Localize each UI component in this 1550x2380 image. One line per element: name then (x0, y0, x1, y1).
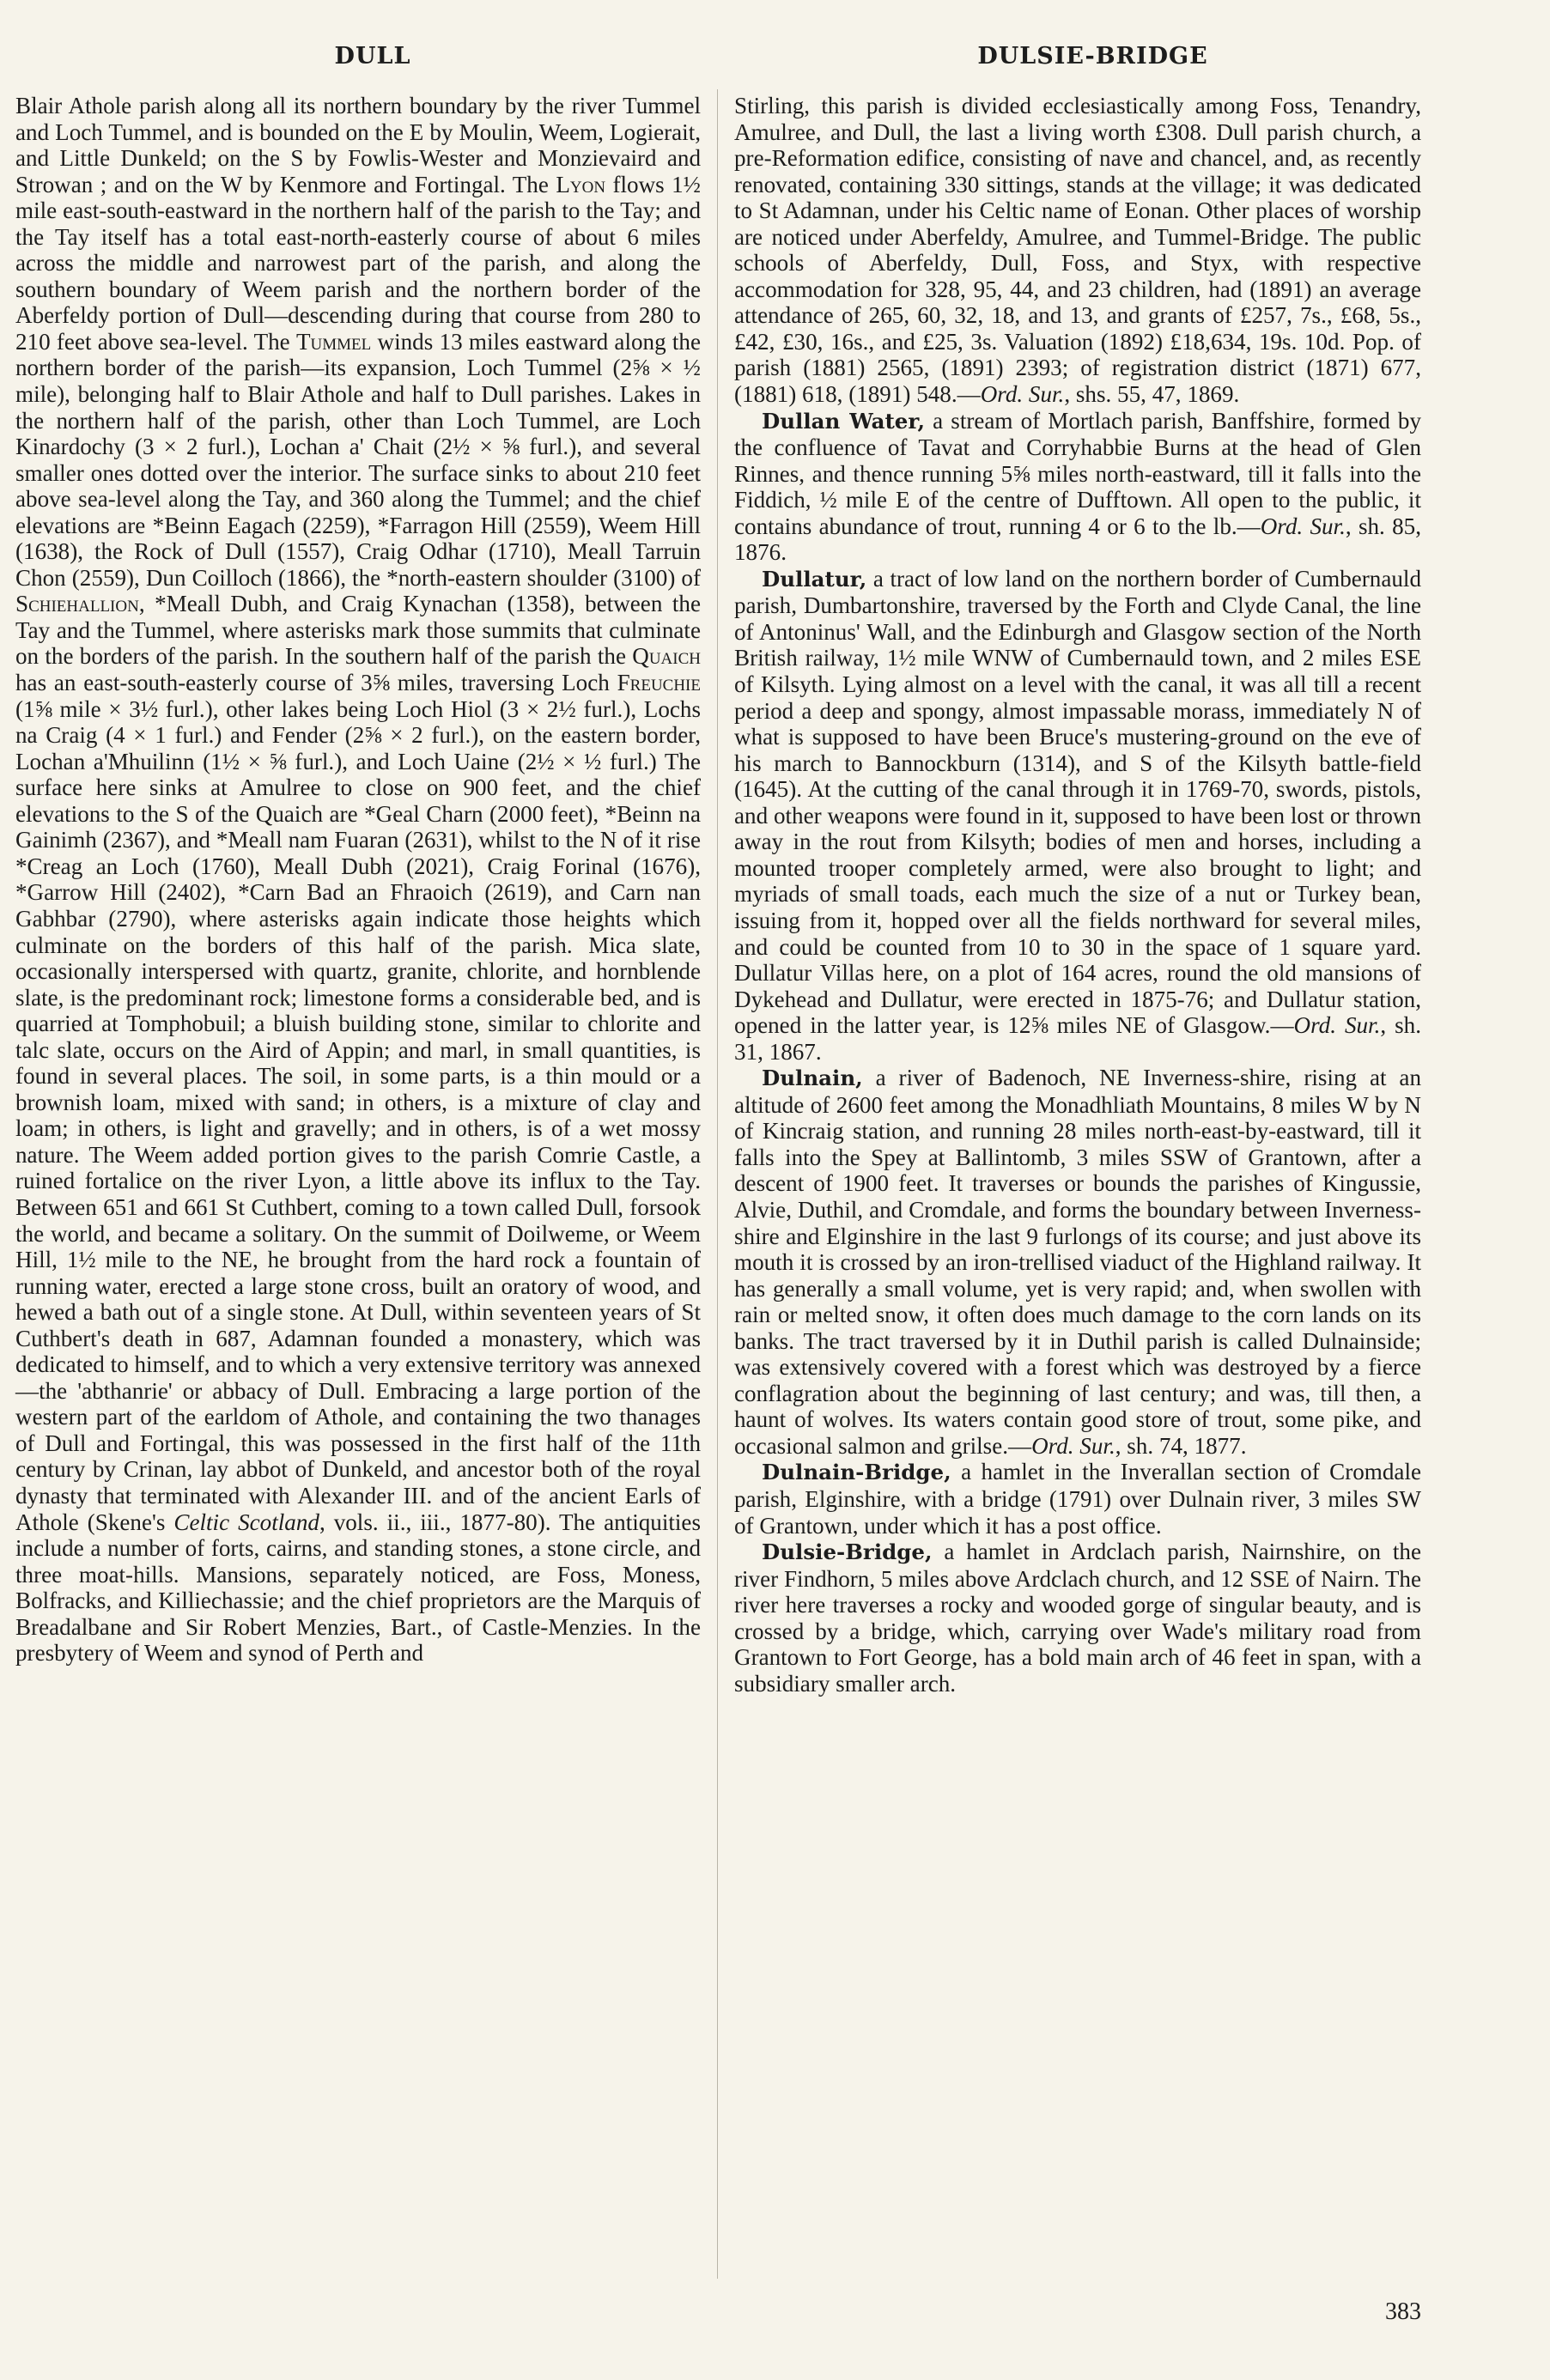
headword: Dulnain-Bridge, (762, 1460, 951, 1485)
entry-body: a hamlet in Ardclach parish, Nairnshire, on the river Findhorn, 5 miles above Ardclach church, and 12 SSE of Nairn. The river here traverses a rocky and wooded gorge of singular beauty, and is crossed by a bridge, which, carrying over Wade's military road from Grantown to Fort George, has a bold main arch of 46 feet in span, with a subsidiary smaller arch. (734, 1539, 1421, 1697)
left-column (15, 93, 701, 1667)
cross-ref-lyon: Lyon (556, 171, 606, 197)
running-head-right: DULSIE-BRIDGE (977, 43, 1208, 70)
cross-ref-tummel: Tummel (295, 328, 372, 355)
text-run: Stirling, this parish is divided ecclesiastically among Foss, Tenandry, Amulree, and Dull, the last a living worth £308. Dull parish church, a pre-Reformation edifice, consisting of nave and chancel, and, as recently renovated, containing 330 sittings, stands at the village; it was dedicated to St Adamnan, under his Celtic name of Eonan. Other places of worship are noticed under Aberfeldy, Amulree, and Tummel-Bridge. The public schools of Aberfeldy, Dull, Foss, and Styx, with respective accommodation for 328, 95, 44, and 23 children, had (1891) an average attendance of 265, 60, 32, 18, and 13, and grants of £257, 7s., £68, 5s., £42, £30, 16s., and £25, 3s. Valuation (1892) £18,634, 19s. 10d. Pop. of parish (1881) 2565, (1891) 2393; of registration district (1871) 677, (1881) 618, (1891) 548.— (734, 93, 1421, 408)
headword: Dulsie-Bridge, (762, 1539, 933, 1565)
entry-dulsie-bridge (734, 1539, 1421, 1697)
text-run: flows 1½ mile east-south-eastward in the northern half of the parish to the Tay; and the Tay itself has a total east-north-easterly course of about 6 miles across the middle and narrowest part of the parish, and along the southern boundary of Weem parish and the northern border of the Aberfeldy portion of Dull—descending during that course from 280 to 210 feet above sea-level. The (15, 171, 701, 355)
text-run: (1⅝ mile × 3½ furl.), other lakes being Loch Hiol (3 × 2½ furl.), Lochs na Craig (4 × 1 furl.) and Fender (2⅝ × 2 furl.), on the eastern border, Lochan a'Mhuilinn (1½ × ⅝ furl.), and Loch Uaine (2½ × ½ furl.) The surface here sinks at Amulree to close on 900 feet, and the chief elevations to the S of the Quaich are *Geal Charn (2000 feet), *Beinn na Gainimh (2367), and *Meall nam Fuaran (2631), whilst to the N of it rise *Creag an Loch (1760), Meall Dubh (2021), Craig Forinal (1676), *Garrow Hill (2402), *Carn Bad an Fhraoich (2619), and Carn nan Gabhbar (2790), where asterisks again indicate those heights which culminate on the borders of this half of the parish. Mica slate, occasionally interspersed with quartz, granite, chlorite, and hornblende slate, is the predominant rock; limestone forms a considerable bed, and is quarried at Tomphobuil; a bluish building stone, similar to chlorite and talc slate, occurs on the Aird of Appin; and marl, in small quantities, is found in several places. The soil, in some parts, is a thin mould or a brownish loam, mixed with sand; in others, is a mixture of clay and loam; in others, is light and gravelly; and in others, is of a wet mossy nature. The Weem added portion gives to the parish Comrie Castle, a ruined fortalice on the river Lyon, a little above its influx to the Tay. Between 651 and 661 St Cuthbert, coming to a town called Dull, forsook the world, and became a solitary. On the summit of Doilweme, or Weem Hill, 1½ mile to the NE, he brought from the hard rock a fountain of running water, erected a large stone cross, built an oratory of wood, and hewed a bath out of a single stone. At Dull, within seventeen years of St Cuthbert's death in 687, Adamnan founded a monastery, which was dedicated to himself, and to which a very extensive territory was annexed—the 'abthanrie' or abbacy of Dull. Embracing a large portion of the western part of the earldom of Athole, and containing the two thanages of Dull and Fortingal, this was possessed in the first half of the 11th century by Crinan, lay abbot of Dunkeld, and ancestor both of the royal dynasty that terminated with Alexander III. and of the ancient Earls of Athole (Skene's (15, 695, 701, 1535)
entry-body: a stream of Mortlach parish, Banffshire, formed by the confluence of Tavat and Corryhabbie Burns at the head of Glen Rinnes, and thence running 5⅝ miles north-eastward, till it falls into the Fiddich, ½ mile E of the centre of Dufftown. All open to the public, it contains abundance of trout, running 4 or 6 to the lb.— (734, 407, 1421, 539)
headword: Dullan Water, (762, 408, 926, 434)
column-divider (717, 89, 718, 2279)
dull-entry-continuation (15, 93, 701, 1667)
right-column (734, 93, 1421, 1697)
entry-dulnain-bridge (734, 1459, 1421, 1539)
entry-body: a river of Badenoch, NE Inverness-shire, rising at an altitude of 2600 feet among the Monadhliath Mountains, 8 miles W by N of Kincraig station, and running 28 miles north-east-by-eastward, till it falls into the Spey at Ballintomb, 3 miles SSW of Grantown, after a descent of 1900 feet. It traverses or bounds the parishes of Kingussie, Alvie, Duthil, and Cromdale, and forms the boundary between Inverness-shire and Elginshire in the last 9 furlongs of its course; and just above its mouth it is crossed by an iron-trellised viaduct of the Highland railway. It has generally a small volume, yet is very rapid; and, when swollen with rain or melted snow, it often does much damage to the corn lands on its banks. The tract traversed by it in Duthil parish is called Dulnainside; was extensively covered with a forest which was destroyed by a fierce conflagration about the beginning of last century; and was, till then, a haunt of wolves. Its waters contain good store of trout, some pike, and occasional salmon and grilse.— (734, 1065, 1421, 1459)
page-number: 383 (1385, 2298, 1421, 2325)
entry-body: a tract of low land on the northern border of Cumbernauld parish, Dumbartonshire, traversed by the Forth and Clyde Canal, the line of Antoninus' Wall, and the Edinburgh and Glasgow section of the North British railway, 1½ mile WNW of Cumbernauld town, and 2 miles ESE of Kilsyth. Lying almost on a level with the canal, it was all till a recent period a deep and spongy, almost impassable morass, immediately N of what is supposed to have been Bruce's mustering-ground on the eve of his march to Bannockburn (1314), and S of the Kilsyth battle-field (1645). At the cutting of the canal through it in 1769-70, swords, pistols, and other weapons were found in it, supposed to have been lost or thrown away in the rout from Kilsyth; bodies of men and horses, including a mounted trooper completely armed, were also brought to light; and myriads of small toads, each much the size of a nut or Turkey bean, issuing from it, hopped over all the fields northward for several miles, and could be counted from 10 to 30 in the space of 1 square yard. Dullatur Villas here, on a plot of 164 acres, round the old mansions of Dykehead and Dullatur, were erected in 1875-76; and Dullatur station, opened in the latter year, is 12⅝ miles NE of Glasgow.— (734, 565, 1421, 1039)
running-head-left: DULL (334, 43, 411, 70)
text-run: has an east-south-easterly course of 3⅝ miles, traversing Loch (15, 670, 617, 696)
entry-body: a hamlet in the Inverallan section of Cromdale parish, Elginshire, with a bridge (1791) over Dulnain river, 3 miles SW of Grantown, under which it has a post office. (734, 1459, 1421, 1539)
headword: Dullatur, (762, 566, 867, 592)
text-run: , sh. 74, 1877. (1115, 1432, 1247, 1459)
entry-dulnain (734, 1065, 1421, 1459)
dull-entry-end (734, 93, 1421, 408)
cross-ref-freuchie: Freuchie (617, 670, 701, 696)
text-run: , sh. 31, 1867. (734, 1012, 1421, 1065)
survey-ref: Ord. Sur. (980, 381, 1065, 408)
survey-ref: Ord. Sur. (1031, 1432, 1115, 1459)
book-title: Celtic Scotland (173, 1509, 319, 1535)
text-run: , *Meall Dubh, and Craig Kynachan (1358), between the Tay and the Tummel, where asterisks mark those summits that culminate on the borders of the parish. In the southern half of the parish the (15, 591, 701, 670)
text-run: , vols. ii., iii., 1877-80). The antiquities include a number of forts, cairns, and standing stones, a stone circle, and three moat-hills. Mansions, separately noticed, are Foss, Moness, Bolfracks, and Killiechassie; and the chief proprietors are the Marquis of Breadalbane and Sir Robert Menzies, Bart., of Castle-Menzies. In the presbytery of Weem and synod of Perth and (15, 1509, 701, 1667)
entry-dullatur (734, 566, 1421, 1065)
text-run: , sh. 85, 1876. (734, 513, 1421, 566)
headword: Dulnain, (762, 1066, 863, 1091)
survey-ref: Ord. Sur. (1260, 513, 1346, 539)
text-run: winds 13 miles eastward along the northern border of the parish—its expansion, Loch Tummel (2⅝ × ½ mile), belonging half to Blair Athole and half to Dull parishes. Lakes in the northern half of the parish, other than Loch Tummel, are Loch Kinardochy (3 × 2 furl.), Lochan a' Chait (2½ × ⅝ furl.), and several smaller ones dotted over the interior. The surface sinks to about 210 feet above sea-level along the Tay, and 360 along the Tummel; and the chief elevations are *Beinn Eagach (2259), *Farragon Hill (2559), Weem Hill (1638), the Rock of Dull (1557), Craig Odhar (1710), Meall Tarruin Chon (2559), Dun Coilloch (1866), the *north-eastern shoulder (3100) of (15, 328, 701, 591)
cross-ref-schiehallion: Schiehallion (15, 591, 139, 617)
text-run: Blair Athole parish along all its northern boundary by the river Tummel and Loch Tummel, and is bounded on the E by Moulin, Weem, Logierait, and Little Dunkeld; on the S by Fowlis-Wester and Monzievaird and Strowan ; and on the W by Kenmore and Fortingal. The (15, 93, 701, 197)
cross-ref-quaich: Quaich (632, 643, 701, 670)
survey-ref: Ord. Sur. (1293, 1012, 1381, 1039)
entry-dullan-water (734, 408, 1421, 566)
text-run: , shs. 55, 47, 1869. (1064, 381, 1240, 408)
